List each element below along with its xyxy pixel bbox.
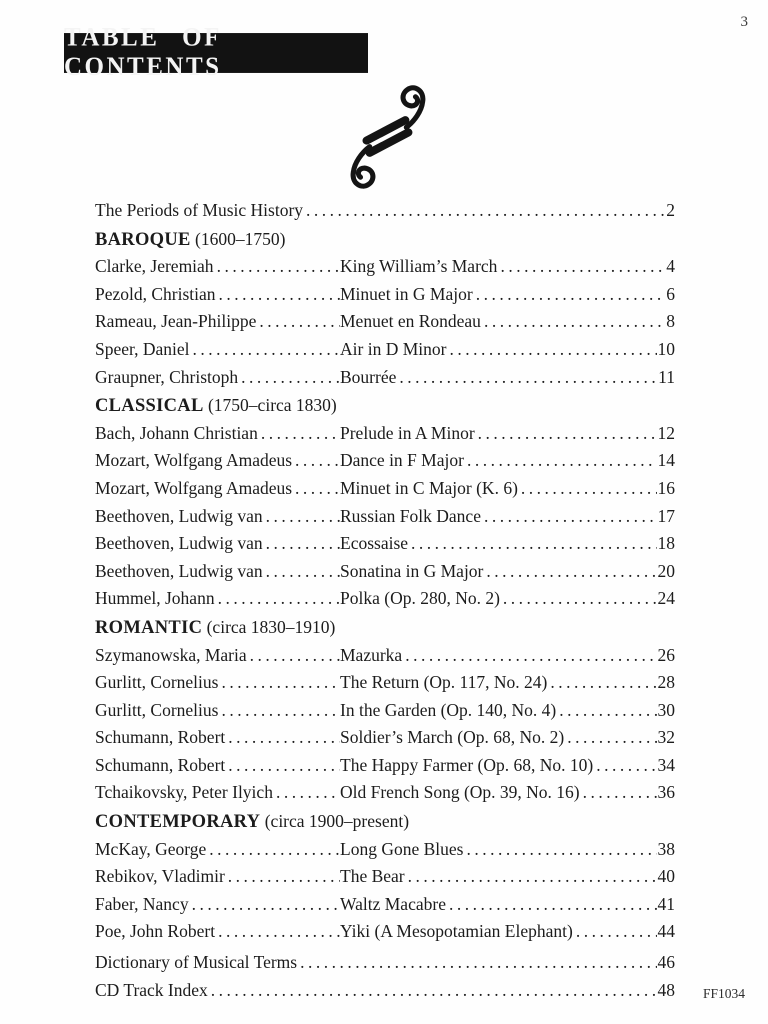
composer-cell <box>95 336 340 364</box>
page-ref: 38 <box>657 838 675 859</box>
page-ref: 20 <box>657 560 675 581</box>
composer-cell <box>95 475 340 503</box>
catalog-number: FF1034 <box>702 986 745 1001</box>
page-number: 3 <box>740 14 748 30</box>
toc-entry <box>95 724 675 752</box>
composer-name: Rameau, Jean-Philippe <box>95 311 257 332</box>
page-title: TABLE OF CONTENTS <box>64 23 222 82</box>
dot-leader <box>218 697 340 725</box>
dot-leader <box>218 669 340 697</box>
composer-name: Schumann, Robert <box>95 754 226 775</box>
composer-cell <box>95 447 340 475</box>
composer-cell <box>95 558 340 586</box>
page-ref: 8 <box>666 311 675 332</box>
composer-name: Schumann, Robert <box>95 727 226 748</box>
page-ref: 12 <box>657 422 675 443</box>
toc-entry-title: Dictionary of Musical Terms <box>95 952 298 973</box>
dot-leader <box>297 949 656 977</box>
dot-leader <box>258 420 340 448</box>
music-flourish-icon <box>333 84 445 192</box>
toc-entry <box>95 836 675 864</box>
composer-name: Speer, Daniel <box>95 338 190 359</box>
piece-title: Ecossaise <box>340 533 409 554</box>
dot-leader <box>463 836 656 864</box>
section-name: CLASSICAL <box>95 396 204 417</box>
composer-cell <box>95 642 340 670</box>
dot-leader <box>206 836 340 864</box>
piece-title: The Bear <box>340 866 405 887</box>
piece-title: Menuet en Rondeau <box>340 311 481 332</box>
page-ref: 17 <box>657 505 675 526</box>
composer-name: Clarke, Jeremiah <box>95 256 214 277</box>
toc-entry <box>95 281 675 309</box>
toc-entry <box>95 447 675 475</box>
dot-leader <box>238 364 340 392</box>
dot-leader <box>225 724 340 752</box>
piece-title: Sonatina in G Major <box>340 560 484 581</box>
composer-cell <box>95 697 340 725</box>
toc-entry <box>95 642 675 670</box>
page-ref: 10 <box>657 338 675 359</box>
composer-name: Tchaikovsky, Peter Ilyich <box>95 782 273 803</box>
page-ref: 2 <box>666 200 675 220</box>
dot-leader <box>214 253 340 281</box>
toc-entry <box>95 420 675 448</box>
piece-title: Russian Folk Dance <box>340 505 481 526</box>
composer-name: Gurlitt, Cornelius <box>95 699 219 720</box>
composer-name: Beethoven, Ludwig van <box>95 505 263 526</box>
composer-cell <box>95 752 340 780</box>
composer-cell <box>95 891 340 919</box>
piece-title: Old French Song (Op. 39, No. 16) <box>340 782 580 803</box>
page-ref: 32 <box>657 727 675 748</box>
section-range: (circa 1900–present) <box>260 811 410 832</box>
page-ref: 44 <box>657 921 675 942</box>
dot-leader <box>481 308 665 336</box>
composer-cell <box>95 669 340 697</box>
closing-entries <box>95 949 675 1004</box>
piece-title: Minuet in G Major <box>340 283 473 304</box>
dot-leader <box>518 475 657 503</box>
piece-title: Dance in F Major <box>340 450 464 471</box>
dot-leader <box>396 364 657 392</box>
composer-name: Beethoven, Ludwig van <box>95 560 263 581</box>
toc-entry <box>95 585 675 613</box>
section-header <box>95 808 675 836</box>
toc-entry <box>95 949 675 977</box>
toc-entry-periods <box>95 197 675 225</box>
piece-title: King William’s March <box>340 256 498 277</box>
dot-leader <box>215 918 340 946</box>
dot-leader <box>273 779 340 807</box>
page-ref: 16 <box>657 477 675 498</box>
piece-title: Soldier’s March (Op. 68, No. 2) <box>340 727 565 748</box>
dot-leader <box>556 697 656 725</box>
toc-entry <box>95 558 675 586</box>
piece-title: Polka (Op. 280, No. 2) <box>340 588 500 609</box>
page-ref: 41 <box>657 893 675 914</box>
composer-name: Pezold, Christian <box>95 283 216 304</box>
dot-leader <box>593 752 656 780</box>
composer-cell <box>95 364 340 392</box>
section-header <box>95 392 675 420</box>
composer-name: McKay, George <box>95 838 207 859</box>
composer-cell <box>95 585 340 613</box>
composer-cell <box>95 503 340 531</box>
composer-name: Rebikov, Vladimir <box>95 866 225 887</box>
piece-title: Waltz Macabre <box>340 893 446 914</box>
section-name: BAROQUE <box>95 229 191 250</box>
composer-cell <box>95 420 340 448</box>
piece-title: Long Gone Blues <box>340 838 464 859</box>
toc-entry <box>95 863 675 891</box>
piece-title: Yiki (A Mesopotamian Elephant) <box>340 921 573 942</box>
section-header <box>95 614 675 642</box>
piece-title: Mazurka <box>340 644 403 665</box>
composer-cell <box>95 918 340 946</box>
toc-entry <box>95 364 675 392</box>
composer-cell <box>95 308 340 336</box>
toc-entry <box>95 336 675 364</box>
dot-leader <box>247 642 340 670</box>
page-ref: 48 <box>657 979 675 1000</box>
page-title-banner <box>64 23 368 82</box>
toc-entry <box>95 918 675 946</box>
dot-leader <box>225 863 340 891</box>
toc-entry <box>95 253 675 281</box>
toc-entry <box>95 503 675 531</box>
section-name: ROMANTIC <box>95 617 203 638</box>
toc-entry-periods-title: The Periods of Music History <box>95 200 304 220</box>
composer-name: Mozart, Wolfgang Amadeus <box>95 477 293 498</box>
dot-leader <box>292 475 340 503</box>
dot-leader <box>564 724 656 752</box>
dot-leader <box>215 585 340 613</box>
composer-cell <box>95 281 340 309</box>
toc-entry <box>95 779 675 807</box>
page-ref: 40 <box>657 866 675 887</box>
page-ref: 6 <box>666 283 675 304</box>
dot-leader <box>263 503 340 531</box>
dot-leader <box>263 558 340 586</box>
composer-name: Beethoven, Ludwig van <box>95 533 263 554</box>
dot-leader <box>446 891 657 919</box>
piece-title: Air in D Minor <box>340 338 447 359</box>
dot-leader <box>405 863 657 891</box>
piece-title: The Happy Farmer (Op. 68, No. 10) <box>340 754 594 775</box>
dot-leader <box>216 281 340 309</box>
composer-cell <box>95 724 340 752</box>
page-ref: 24 <box>657 588 675 609</box>
page-ref: 28 <box>657 672 675 693</box>
piece-title: In the Garden (Op. 140, No. 4) <box>340 699 557 720</box>
toc-entry <box>95 891 675 919</box>
toc-entry-title: CD Track Index <box>95 979 208 1000</box>
dot-leader <box>481 503 657 531</box>
toc-entry <box>95 530 675 558</box>
toc-entry <box>95 308 675 336</box>
dot-leader <box>292 447 340 475</box>
dot-leader <box>256 308 340 336</box>
page-ref: 34 <box>657 754 675 775</box>
dot-leader <box>497 253 665 281</box>
page-ref: 18 <box>657 533 675 554</box>
composer-name: Hummel, Johann <box>95 588 215 609</box>
dot-leader <box>190 336 340 364</box>
page-ref: 4 <box>666 256 675 277</box>
page-ref: 11 <box>658 366 675 387</box>
section-range: (1600–1750) <box>190 228 286 249</box>
toc-entry <box>95 977 675 1005</box>
page-ref: 36 <box>657 782 675 803</box>
dot-leader <box>189 891 340 919</box>
composer-name: Bach, Johann Christian <box>95 422 258 443</box>
composer-name: Mozart, Wolfgang Amadeus <box>95 450 293 471</box>
section-header <box>95 226 675 254</box>
toc-entry <box>95 697 675 725</box>
dot-leader <box>475 420 657 448</box>
page-ref: 46 <box>657 952 675 973</box>
piece-title: Prelude in A Minor <box>340 422 475 443</box>
section-name: CONTEMPORARY <box>95 812 261 833</box>
composer-cell <box>95 779 340 807</box>
page-ref: 30 <box>657 699 675 720</box>
piece-title: Minuet in C Major (K. 6) <box>340 477 518 498</box>
toc-entry <box>95 752 675 780</box>
dot-leader <box>225 752 340 780</box>
dot-leader <box>500 585 657 613</box>
composer-name: Gurlitt, Cornelius <box>95 672 219 693</box>
dot-leader <box>580 779 657 807</box>
piece-title: Bourrée <box>340 366 397 387</box>
toc-entry <box>95 475 675 503</box>
dot-leader <box>464 447 657 475</box>
dot-leader <box>303 197 665 225</box>
dot-leader <box>263 530 340 558</box>
dot-leader <box>483 558 656 586</box>
composer-name: Poe, John Robert <box>95 921 216 942</box>
composer-cell <box>95 836 340 864</box>
composer-cell <box>95 253 340 281</box>
dot-leader <box>408 530 656 558</box>
dot-leader <box>573 918 657 946</box>
dot-leader <box>473 281 666 309</box>
piece-title: The Return (Op. 117, No. 24) <box>340 672 548 693</box>
composer-name: Szymanowska, Maria <box>95 644 247 665</box>
toc-list <box>95 197 675 1004</box>
dot-leader <box>402 642 656 670</box>
section-range: (1750–circa 1830) <box>203 395 337 416</box>
section-range: (circa 1830–1910) <box>202 616 336 637</box>
dot-leader <box>547 669 656 697</box>
page-ref: 14 <box>657 450 675 471</box>
composer-cell <box>95 530 340 558</box>
dot-leader <box>208 977 657 1005</box>
page-ref: 26 <box>657 644 675 665</box>
toc-entry <box>95 669 675 697</box>
dot-leader <box>446 336 656 364</box>
composer-name: Graupner, Christoph <box>95 366 239 387</box>
composer-cell <box>95 863 340 891</box>
composer-name: Faber, Nancy <box>95 893 189 914</box>
